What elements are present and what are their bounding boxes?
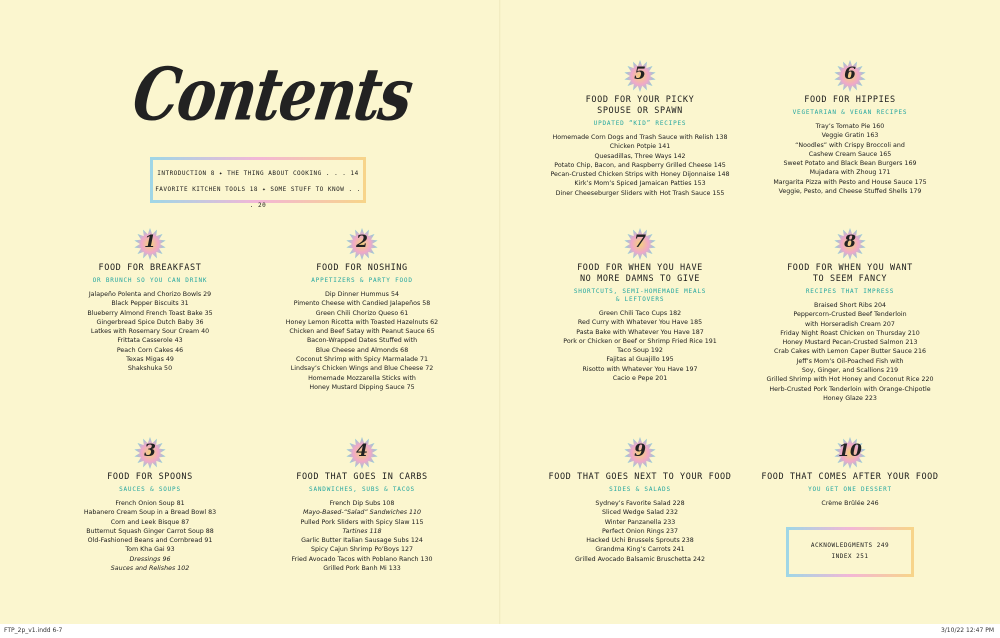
- recipe-list: [540, 309, 740, 383]
- chapter-subtitle: SIDES & SALADS: [609, 486, 671, 493]
- recipe-entry: Crab Cakes with Lemon Caper Butter Sauce 216: [774, 348, 926, 356]
- recipe-entry: Sauces and Relishes 102: [110, 565, 190, 573]
- contents-title: Contents: [128, 52, 417, 137]
- chapter-number: 5: [634, 64, 646, 84]
- recipe-list: [750, 122, 950, 196]
- recipe-entry: Pimento Cheese with Candied Jalapeños 58: [293, 300, 431, 308]
- recipe-entry: Peppercorn-Crusted Beef Tenderloin with Horseradish Cream 207: [793, 311, 907, 328]
- recipe-entry: Veggie Gratin 163: [821, 132, 879, 140]
- recipe-entry: French Onion Soup 81: [115, 500, 185, 507]
- recipe-entry: Grilled Pork Banh Mi 133: [323, 565, 401, 573]
- recipe-entry: Pecan-Crusted Chicken Strips with Honey Dijonnaise 148: [550, 171, 730, 179]
- chapter-title: FOOD THAT GOES IN CARBS: [296, 472, 428, 482]
- chapter-subtitle: VEGETARIAN & VEGAN RECIPES: [792, 109, 908, 116]
- recipe-entry: Spicy Cajun Shrimp Po’Boys 127: [310, 546, 413, 554]
- recipe-entry: Kirk’s Mom’s Spiced Jamaican Patties 153: [574, 180, 706, 188]
- chapter-title: FOOD FOR NOSHING: [316, 263, 408, 273]
- recipe-entry: Habanero Cream Soup in a Bread Bowl 83: [83, 509, 217, 517]
- recipe-entry: Homemade Mozzarella Sticks with Honey Mustard Dipping Sauce 75: [308, 374, 416, 391]
- chapter-subtitle: SAUCES & SOUPS: [119, 486, 181, 493]
- recipe-list: [262, 499, 462, 573]
- chapter-badge: [134, 437, 166, 469]
- recipe-entry: Tom Kha Gai 93: [125, 546, 175, 554]
- chapter-badge: [624, 437, 656, 469]
- chapter-4: [262, 437, 462, 573]
- chapter-badge: [346, 437, 378, 469]
- chapter-subtitle: SHORTCUTS, SEMI-HOMEMADE MEALS & LEFTOVERS: [573, 288, 707, 303]
- chapter-subtitle: OR BRUNCH SO YOU CAN DRINK: [92, 277, 208, 284]
- chapter-badge: [834, 228, 866, 260]
- chapter-7: [540, 228, 740, 383]
- chapter-title: FOOD FOR WHEN YOU HAVE NO MORE DAMNS TO GIVE: [577, 263, 703, 284]
- recipe-entry: Pulled Pork Sliders with Spicy Slaw 115: [300, 518, 424, 526]
- recipe-entry: Grandma King’s Carrots 241: [595, 546, 685, 554]
- recipe-entry: Margarita Pizza with Pesto and House Sauce 175: [773, 178, 927, 186]
- chapter-10: [750, 437, 950, 508]
- recipe-entry: Honey Lemon Ricotta with Toasted Hazelnuts 62: [285, 318, 439, 326]
- recipe-entry: Corn and Leek Bisque 87: [110, 518, 190, 526]
- recipe-entry: Old-Fashioned Beans and Cornbread 91: [87, 537, 213, 545]
- print-slug: [0, 624, 1000, 638]
- recipe-list: [540, 499, 740, 564]
- index-entry: INDEX 251: [831, 553, 869, 560]
- chapter-3: [50, 437, 250, 573]
- recipe-entry: Veggie, Pesto, and Cheese Stuffed Shells 179: [778, 188, 922, 196]
- recipe-entry: Potato Chip, Bacon, and Raspberry Grilled Cheese 145: [554, 161, 726, 169]
- recipe-entry: Diner Cheeseburger Sliders with Hot Trash Sauce 155: [555, 189, 725, 197]
- recipe-entry: Pasta Bake with Whatever You Have 187: [576, 328, 704, 336]
- recipe-entry: Coconut Shrimp with Spicy Marmalade 71: [295, 356, 429, 364]
- recipe-entry: Cacio e Pepe 201: [612, 375, 668, 383]
- recipe-entry: Jalapeño Polenta and Chorizo Bowls 29: [88, 291, 212, 298]
- recipe-entry: Lindsay’s Chicken Wings and Blue Cheese 72: [290, 365, 434, 373]
- acknowledgments-entry: ACKNOWLEDGMENTS 249: [810, 542, 890, 549]
- recipe-list: [750, 301, 950, 403]
- recipe-entry: Dip Dinner Hummus 54: [325, 291, 399, 298]
- recipe-list: [750, 499, 950, 508]
- recipe-entry: Herb-Crusted Pork Tenderloin with Orange-Chipotle Honey Glaze 223: [769, 385, 931, 402]
- recipe-entry: Peach Corn Cakes 46: [116, 346, 184, 354]
- recipe-entry: Butternut Squash Ginger Carrot Soup 88: [86, 527, 214, 535]
- chapter-number: 2: [356, 232, 368, 252]
- recipe-entry: Black Pepper Biscuits 31: [111, 300, 189, 308]
- recipe-entry: Honey Mustard Pecan-Crusted Salmon 213: [782, 339, 918, 347]
- recipe-entry: Hacked Uchi Brussels Sprouts 238: [586, 537, 694, 545]
- back-matter-box: [786, 527, 914, 577]
- recipe-entry: Gingerbread Spice Dutch Baby 36: [96, 318, 204, 326]
- chapter-subtitle: SANDWICHES, SUBS & TACOS: [309, 486, 415, 493]
- recipe-list: [50, 499, 250, 573]
- chapter-number: 1: [144, 232, 156, 252]
- front-matter-box: [150, 157, 366, 209]
- chapter-number: 3: [144, 441, 156, 461]
- chapter-subtitle: APPETIZERS & PARTY FOOD: [311, 277, 413, 284]
- chapter-title: FOOD FOR BREAKFAST: [98, 263, 202, 273]
- page-gutter: [499, 0, 501, 624]
- chapter-number: 8: [844, 232, 856, 252]
- recipe-entry: Fried Avocado Tacos with Poblano Ranch 130: [291, 555, 433, 563]
- chapter-title: FOOD FOR YOUR PICKY SPOUSE OR SPAWN: [585, 95, 695, 116]
- recipe-entry: Pork or Chicken or Beef or Shrimp Fried Rice 191: [563, 337, 717, 345]
- slug-file: FTP_2p_v1.indd 6-7: [4, 627, 63, 634]
- recipe-entry: Perfect Onion Rings 237: [601, 527, 678, 535]
- chapter-badge: [834, 60, 866, 92]
- recipe-entry: Friday Night Roast Chicken on Thursday 210: [780, 329, 920, 337]
- recipe-list: [540, 133, 740, 198]
- recipe-entry: Grilled Avocado Balsamic Bruschetta 242: [574, 555, 706, 563]
- chapter-badge: [134, 228, 166, 260]
- recipe-entry: Braised Short Ribs 204: [814, 302, 886, 309]
- recipe-entry: Crème Brûlée 246: [821, 500, 879, 507]
- recipe-entry: Tray’s Tomato Pie 160: [815, 123, 885, 130]
- chapter-number: 6: [844, 64, 856, 84]
- recipe-entry: Fajitas al Guajillo 195: [606, 356, 674, 364]
- chapter-badge: [624, 228, 656, 260]
- recipe-entry: Jeff’s Mom’s Oil-Poached Fish with Soy, Ginger, and Scallions 219: [796, 357, 904, 375]
- recipe-entry: Sweet Potato and Black Bean Burgers 169: [783, 160, 917, 168]
- recipe-entry: Blueberry Almond French Toast Bake 35: [87, 309, 213, 317]
- chapter-subtitle: YOU GET ONE DESSERT: [808, 486, 892, 493]
- chapter-title: FOOD THAT COMES AFTER YOUR FOOD: [761, 472, 939, 482]
- chapter-badge: [624, 60, 656, 92]
- recipe-entry: Winter Panzanella 233: [604, 518, 676, 526]
- chapter-number: 9: [634, 441, 646, 461]
- chapter-9: [540, 437, 740, 564]
- chapter-number: 7: [634, 232, 646, 252]
- chapter-title: FOOD FOR SPOONS: [107, 472, 193, 482]
- recipe-list: [50, 290, 250, 374]
- recipe-entry: Grilled Shrimp with Hot Honey and Coconut Rice 220: [766, 376, 934, 384]
- chapter-title: FOOD FOR HIPPIES: [804, 95, 896, 105]
- front-matter-line-2: FAVORITE KITCHEN TOOLS 18 ✦ SOME STUFF TO KNOW . . . 20: [155, 186, 361, 209]
- recipe-entry: “Noodles” with Crispy Broccoli and Cashew Cream Sauce 165: [795, 141, 905, 158]
- recipe-entry: Taco Soup 192: [617, 347, 663, 355]
- chapter-2: [262, 228, 462, 392]
- chapter-number: 4: [356, 441, 368, 461]
- recipe-entry: Garlic Butter Italian Sausage Subs 124: [301, 537, 423, 545]
- chapter-number: 10: [838, 441, 862, 461]
- recipe-entry: Dressings 96: [129, 555, 171, 563]
- recipe-entry: Risotto with Whatever You Have 197: [582, 365, 698, 373]
- recipe-entry: Mayo-Based-“Salad” Sandwiches 110: [302, 509, 422, 517]
- recipe-entry: Red Curry with Whatever You Have 185: [577, 319, 703, 327]
- chapter-5: [540, 60, 740, 198]
- chapter-title: FOOD THAT GOES NEXT TO YOUR FOOD: [548, 472, 732, 482]
- chapter-title: FOOD FOR WHEN YOU WANT TO SEEM FANCY: [787, 263, 913, 284]
- recipe-entry: Shakshuka 50: [127, 365, 173, 373]
- recipe-entry: Sliced Wedge Salad 232: [602, 509, 678, 517]
- recipe-entry: Texas Migas 49: [126, 356, 174, 364]
- recipe-entry: Green Chili Taco Cups 182: [598, 310, 682, 317]
- chapter-subtitle: RECIPES THAT IMPRESS: [805, 288, 895, 295]
- recipe-entry: Chicken Potpie 141: [609, 143, 671, 151]
- recipe-entry: Bacon-Wrapped Dates Stuffed with Blue Cheese and Almonds 68: [306, 337, 418, 354]
- chapter-1: [50, 228, 250, 374]
- recipe-entry: Quesadillas, Three Ways 142: [594, 152, 686, 160]
- chapter-badge: [834, 437, 866, 469]
- recipe-entry: Tartines 118: [342, 527, 382, 535]
- recipe-entry: Sydney’s Favorite Salad 228: [595, 500, 685, 507]
- recipe-list: [262, 290, 462, 392]
- recipe-entry: Latkes with Rosemary Sour Cream 40: [90, 328, 210, 336]
- chapter-subtitle: UPDATED “KID” RECIPES: [593, 120, 687, 127]
- chapter-8: [750, 228, 950, 403]
- chapter-badge: [346, 228, 378, 260]
- recipe-entry: Green Chili Chorizo Queso 61: [315, 309, 409, 317]
- recipe-entry: Chicken and Beef Satay with Peanut Sauce 65: [289, 328, 435, 336]
- recipe-entry: Mujadara with Zhoug 171: [809, 169, 891, 177]
- recipe-entry: Homemade Corn Dogs and Trash Sauce with Relish 138: [552, 134, 728, 141]
- slug-date: 3/10/22 12:47 PM: [940, 627, 994, 634]
- chapter-6: [750, 60, 950, 196]
- recipe-entry: French Dip Subs 108: [329, 500, 395, 507]
- front-matter-line-1: INTRODUCTION 8 ✦ THE THING ABOUT COOKING . . . 14: [157, 170, 359, 177]
- recipe-entry: Frittata Casserole 43: [117, 337, 183, 345]
